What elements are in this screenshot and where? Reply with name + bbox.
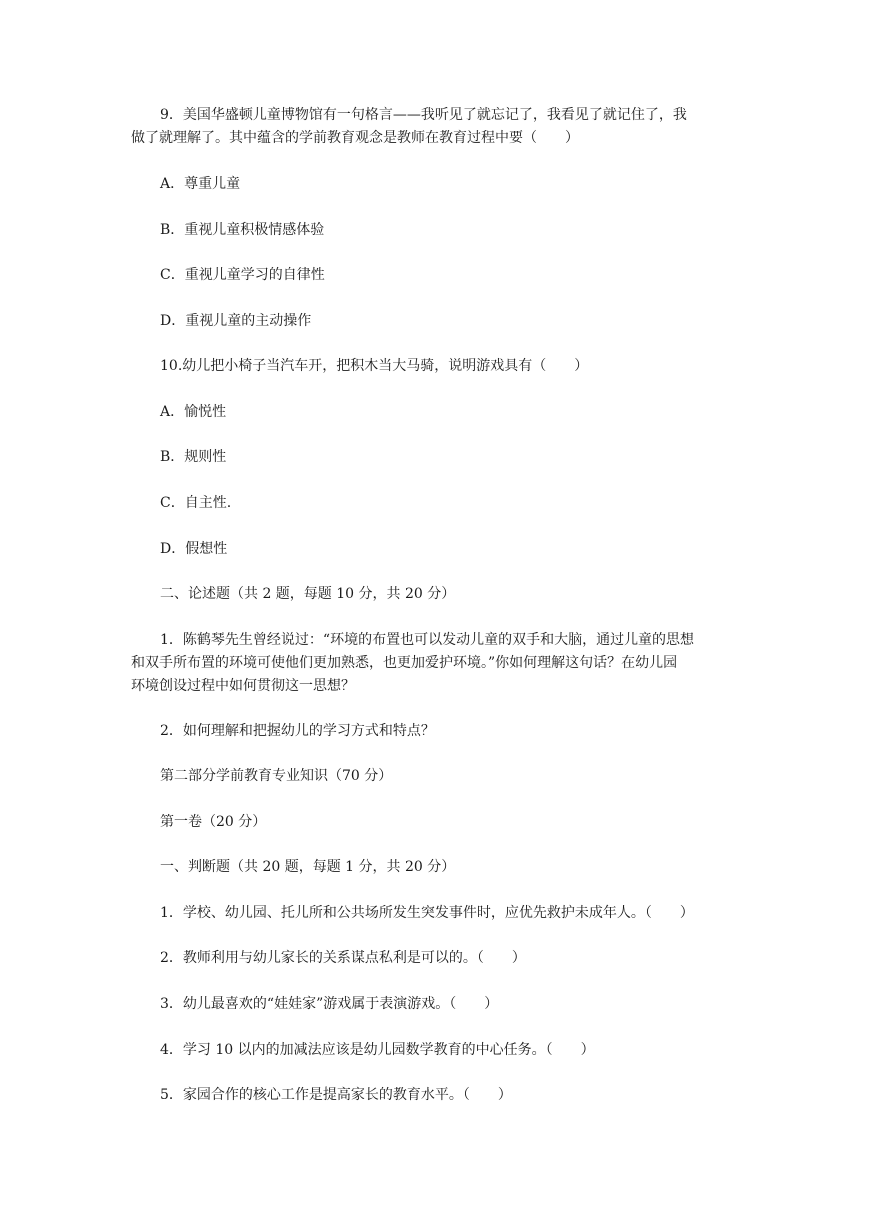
question-9-option-c: C．重视儿童学习的自律性 xyxy=(160,267,325,283)
question-10-line-1: 10.幼儿把小椅子当汽车开，把积木当大马骑，说明游戏具有（ ） xyxy=(160,358,589,374)
essay-section-heading: 二、论述题（共 2 题，每题 10 分，共 20 分） xyxy=(160,586,456,602)
judge-item-1: 1．学校、幼儿园、托儿所和公共场所发生突发事件时，应优先救护未成年人。（ ） xyxy=(160,905,694,921)
question-10-option-c: C．自主性. xyxy=(160,495,232,511)
question-10-option-d: D．假想性 xyxy=(160,541,228,557)
judge-item-3: 3．幼儿最喜欢的“娃娃家”游戏属于表演游戏。（ ） xyxy=(160,996,499,1012)
question-9-line-1: 9．美国华盛顿儿童博物馆有一句格言——我听见了就忘记了，我看见了就记住了，我 xyxy=(160,107,687,123)
part-two-heading: 第二部分学前教育专业知识（70 分） xyxy=(160,768,393,784)
essay-question-1-line-1: 1．陈鹤琴先生曾经说过：“环境的布置也可以发动儿童的双手和大脑，通过儿童的思想 xyxy=(160,632,695,648)
question-10-option-b: B．规则性 xyxy=(160,449,227,465)
volume-one-heading: 第一卷（20 分） xyxy=(160,814,267,830)
judge-section-heading: 一、判断题（共 20 题，每题 1 分，共 20 分） xyxy=(160,859,456,875)
question-9-option-a: A．尊重儿童 xyxy=(160,176,241,192)
question-9-option-b: B．重视儿童积极情感体验 xyxy=(160,222,325,238)
essay-question-2: 2．如何理解和把握幼儿的学习方式和特点？ xyxy=(160,723,435,739)
judge-item-2: 2．教师利用与幼儿家长的关系谋点私利是可以的。（ ） xyxy=(160,950,526,966)
judge-item-4: 4．学习 10 以内的加减法应该是幼儿园数学教育的中心任务。（ ） xyxy=(160,1042,595,1058)
essay-question-1-line-3: 环境创设过程中如何贯彻这一思想？ xyxy=(131,678,355,694)
judge-item-5: 5．家园合作的核心工作是提高家长的教育水平。（ ） xyxy=(160,1087,512,1103)
question-9-line-2: 做了就理解了。其中蕴含的学前教育观念是教师在教育过程中要（ ） xyxy=(131,130,579,146)
question-9-option-d: D．重视儿童的主动操作 xyxy=(160,313,312,329)
question-10-option-a: A．愉悦性 xyxy=(160,404,227,420)
essay-question-1-line-2: 和双手所布置的环境可使他们更加熟悉，也更加爱护环境。”你如何理解这句话？在幼儿园 xyxy=(131,655,678,671)
